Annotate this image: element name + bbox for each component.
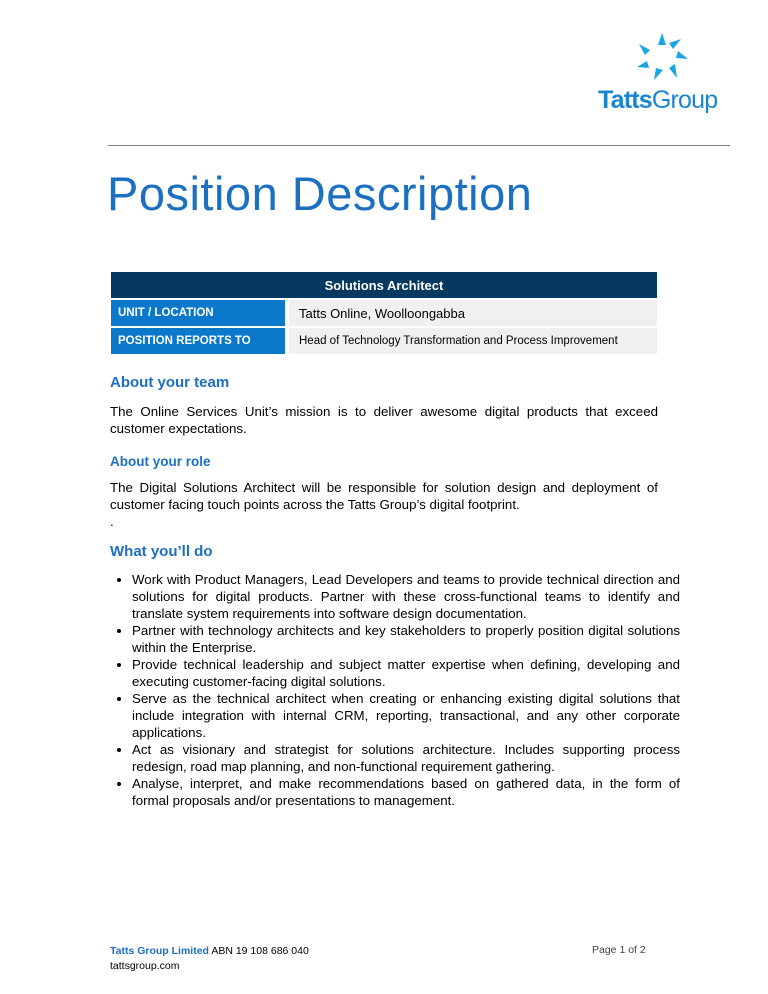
list-item: • Provide technical leadership and subject matter expertise when defining, developing and executing customer-facing digital solutions.	[132, 656, 680, 690]
role-text	[110, 479, 658, 530]
tatts-group-logo	[596, 30, 736, 114]
table-row	[111, 300, 657, 326]
table-row	[111, 328, 657, 354]
reports-to-value: Head of Technology Transformation and Process Improvement	[285, 328, 657, 354]
logo-wordmark: TattsGroup	[598, 86, 718, 114]
unit-location-value: Tatts Online, Woolloongabba	[285, 300, 657, 326]
duties-heading: What you’ll do	[110, 543, 213, 560]
footer-company-name: Tatts Group Limited	[110, 945, 209, 957]
unit-location-label: UNIT / LOCATION	[111, 300, 285, 326]
role-description: The Digital Solutions Architect will be responsible for solution design and deployment of customer facing touch points across the Tatts Group’s digital footprint.	[110, 480, 658, 512]
reports-to-label: POSITION REPORTS TO	[111, 328, 285, 354]
page-title: Position Description	[107, 167, 533, 220]
footer-abn: ABN 19 108 686 040	[211, 945, 309, 957]
duties-list	[110, 571, 680, 809]
role-trailing-mark: .	[110, 514, 114, 529]
position-title: Solutions Architect	[111, 272, 657, 298]
list-item: • Work with Product Managers, Lead Developers and teams to provide technical direction and solutions for digital products. Partner with these cross-functional teams to identify and translate system requirements into software design documentation.	[132, 571, 680, 622]
list-item: • Partner with technology architects and key stakeholders to properly position digital solutions within the Enterprise.	[132, 622, 680, 656]
position-info-table	[111, 270, 657, 356]
footer-website: tattsgroup.com	[110, 960, 180, 972]
role-heading: About your role	[110, 454, 211, 469]
star-burst-icon	[632, 30, 692, 86]
footer-company-info	[110, 944, 309, 974]
team-text: The Online Services Unit’s mission is to deliver awesome digital products that exceed customer expectations.	[110, 404, 658, 436]
list-item: • Act as visionary and strategist for solutions architecture. Includes supporting process redesign, road map planning, and non-functional requirement gathering.	[132, 741, 680, 775]
team-heading: About your team	[110, 374, 230, 391]
list-item: • Analyse, interpret, and make recommendations based on gathered data, in the form of formal proposals and/or presentations to management.	[132, 775, 680, 809]
list-item: • Serve as the technical architect when creating or enhancing existing digital solutions that include integration with internal CRM, reporting, transactional, and any other corporate applications.	[132, 690, 680, 741]
page-number: Page 1 of 2	[592, 944, 646, 956]
header-divider	[108, 145, 730, 146]
